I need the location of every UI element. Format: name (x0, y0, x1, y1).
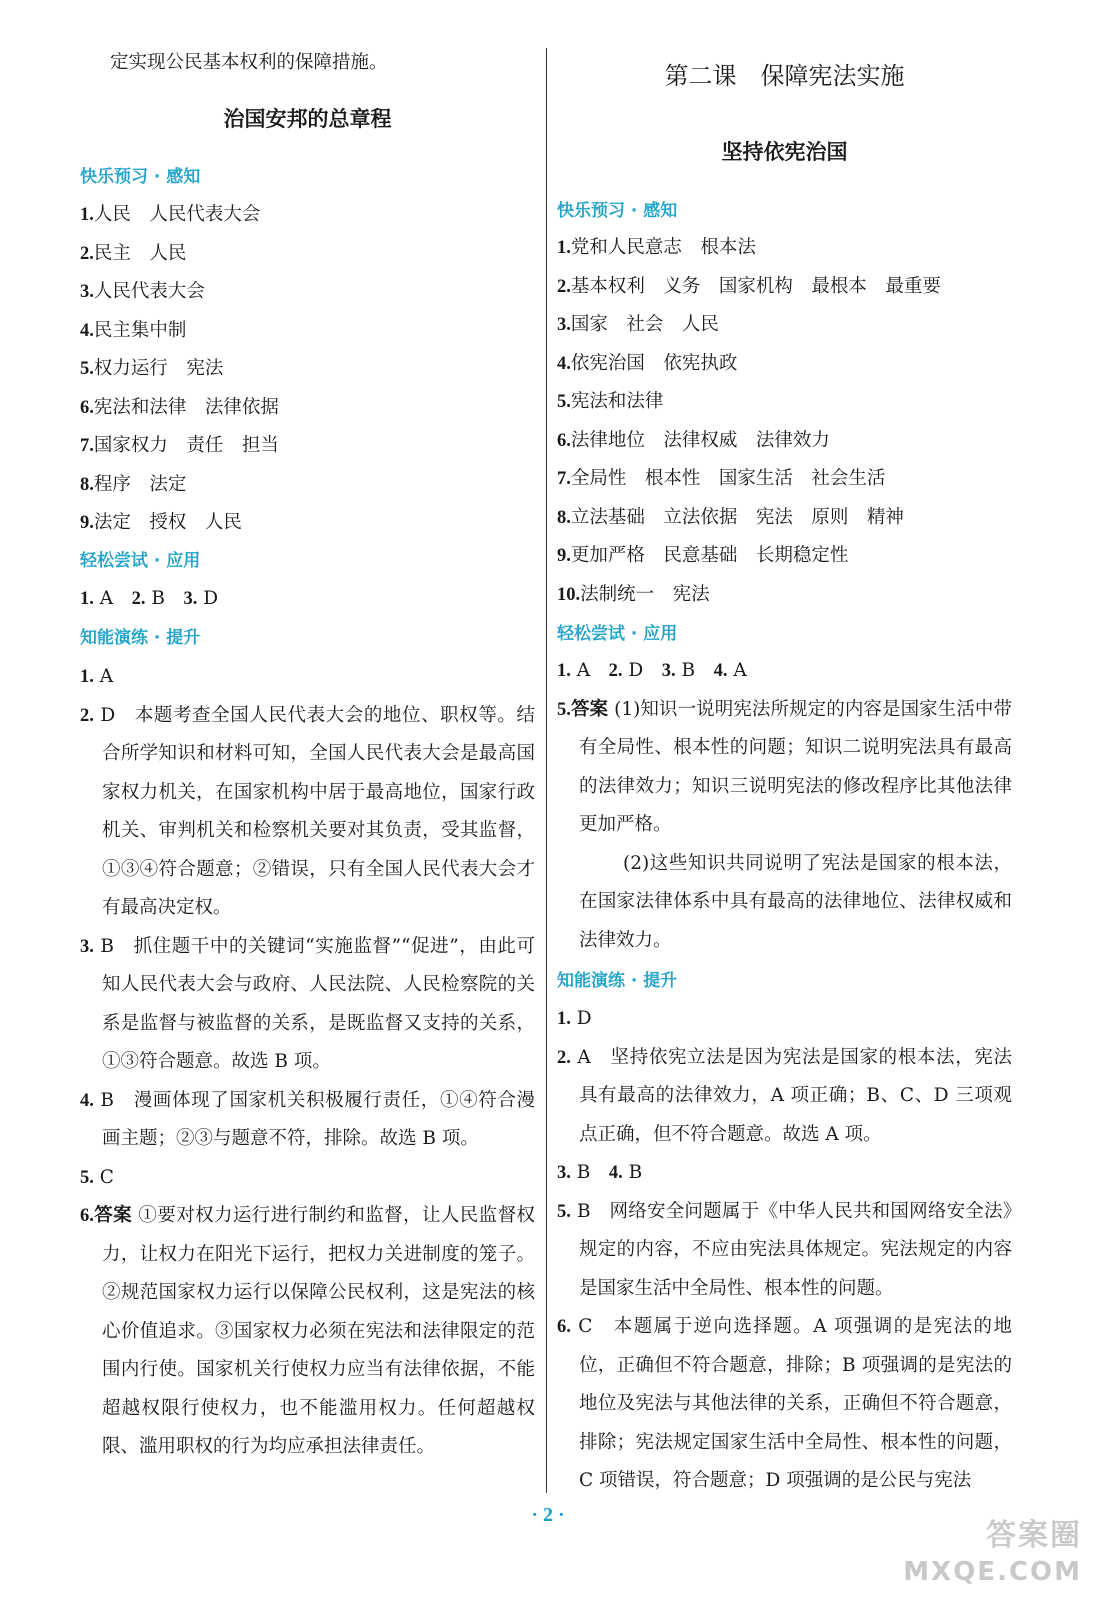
list-item: 1.人民 人民代表大会 (80, 204, 261, 225)
list-item: 4.依宪治国 依宪执政 (557, 352, 738, 374)
list-item: 8.立法基础 立法依据 宪法 原则 精神 (557, 506, 904, 528)
list-item: 6.宪法和法律 法律依据 (80, 396, 279, 418)
list-item: 2.基本权利 义务 国家机构 最根本 最重要 (557, 275, 941, 297)
answer-item: 5.答案 (1)知识一说明宪法所规定的内容是国家生活中带有全局性、根本性的问题；知识二说明宪法具有最高的法律效力；知识三说明宪法的修改程序比其他法律更加严格。 (557, 698, 1012, 835)
section-title: 治国安邦的总章程 (223, 107, 392, 131)
list-item: 8.程序 法定 (80, 473, 187, 495)
intro-line: 定实现公民基本权利的保障措施。 (110, 52, 388, 73)
answer-item: 2. D 本题考查全国人民代表大会的地位、职权等。结合所学知识和材料可知，全国人民代表大会是最高国家权力机关，在国家机构中居于最高地位，国家行政机关、审判机关和检察机关要对其负责，受其监督，①③④符合题意；②错误，只有全国人民代表大会才有最高决定权。 (80, 704, 535, 918)
column-divider (546, 48, 547, 1493)
section-title: 坚持依宪治国 (721, 140, 848, 164)
list-item: 4.民主集中制 (80, 319, 187, 341)
answer-item: 3. B 抓住题干中的关键词“实施监督”“促进”，由此可知人民代表大会与政府、人民法院、人民检察院的关系是监督与被监督的关系，是既监督又支持的关系，①③符合题意。故选 B 项。 (80, 935, 535, 1072)
list-item: 3.人民代表大会 (80, 281, 205, 302)
answer-paragraph: (2)这些知识共同说明了宪法是国家的根本法，在国家法律体系中具有最高的法律地位、法律权威和法律效力。 (579, 852, 1012, 951)
answer-item: 2. A 坚持依宪立法是因为宪法是国家的根本法，宪法具有最高的法律效力，A 项正确；B、C、D 三项观点正确，但不符合题意。故选 A 项。 (557, 1046, 1012, 1145)
practice-list (80, 658, 535, 1467)
list-item: 2.民主 人民 (80, 242, 187, 264)
answer-item: 5. C (80, 1166, 114, 1188)
list-item: 5.权力运行 宪法 (80, 358, 224, 379)
list-item: 3.国家 社会 人民 (557, 314, 719, 335)
try-answers: 1. A 2. B 3. D (80, 588, 219, 609)
page-number: · 2 · (531, 1504, 565, 1526)
section-heading-practice: 知能演练 · 提升 (557, 971, 678, 991)
list-item: 5.宪法和法律 (557, 391, 664, 412)
preview-list (80, 196, 535, 543)
section-heading-try: 轻松尝试 · 应用 (80, 551, 201, 571)
section-heading-preview: 快乐预习 · 感知 (557, 201, 678, 221)
answer-item: 6. C 本题属于逆向选择题。A 项强调的是宪法的地位，正确但不符合题意，排除；B 项强调的是宪法的地位及宪法与其他法律的关系，正确但不符合题意，排除；宪法规定国家生活中全局性、根本性的问题，C 项错误，符合题意；D 项强调的是公民与宪法 (557, 1316, 1012, 1491)
practice-list (557, 1000, 1012, 1501)
answer-item: 6.答案 ①要对权力运行进行制约和监督，让人民监督权力，让权力在阳光下运行，把权力关进制度的笼子。②规范国家权力运行以保障公民权利，这是宪法的核心价值追求。③国家权力必须在宪法和法律限定的范围内行使。国家机关行使权力应当有法律依据，不能超越权限行使权力，也不能滥用权力。任何超越权限、滥用职权的行为均应承担法律责任。 (80, 1205, 535, 1457)
preview-list (557, 229, 1012, 614)
watermark-logo: 答案圈 MXQE.COM (903, 1518, 1082, 1587)
section-heading-practice: 知能演练 · 提升 (80, 628, 201, 648)
answer-item: 3. B 4. B (557, 1162, 643, 1183)
answer-item: 5. B 网络安全问题属于《中华人民共和国网络安全法》规定的内容，不应由宪法具体规定。宪法规定的内容是国家生活中全局性、根本性的问题。 (557, 1200, 1012, 1299)
list-item: 1.党和人民意志 根本法 (557, 237, 756, 258)
try-answers: 1. A 2. D 3. B 4. A 5.答案 (1)知识一说明宪法所规定的内容是国家生活中带有全局性、根本性的问题；知识二说明宪法具有最高的法律效力；知识三说明宪法的修改程序比其他法律更加严格。 (2)这些知识共同说明了宪法是国家的根本法，在国家法律体系中具有最高的法律地位、法律权威和法律效力。 (557, 652, 1012, 960)
list-item: 6.法律地位 法律权威 法律效力 (557, 429, 830, 451)
section-heading-preview: 快乐预习 · 感知 (80, 167, 201, 187)
list-item: 9.更加严格 民意基础 长期稳定性 (557, 545, 849, 566)
list-item: 10.法制统一 宪法 (557, 583, 710, 605)
lesson-title: 第二课 保障宪法实施 (664, 62, 905, 90)
answer-item: 1. A (80, 666, 114, 687)
section-heading-try: 轻松尝试 · 应用 (557, 624, 678, 644)
list-item: 9.法定 授权 人民 (80, 512, 242, 533)
answer-item: 1. D (557, 1008, 592, 1029)
answer-item: 4. B 漫画体现了国家机关积极履行责任，①④符合漫画主题；②③与题意不符，排除。故选 B 项。 (80, 1089, 535, 1149)
list-item: 7.国家权力 责任 担当 (80, 435, 279, 456)
list-item: 7.全局性 根本性 国家生活 社会生活 (557, 468, 886, 489)
